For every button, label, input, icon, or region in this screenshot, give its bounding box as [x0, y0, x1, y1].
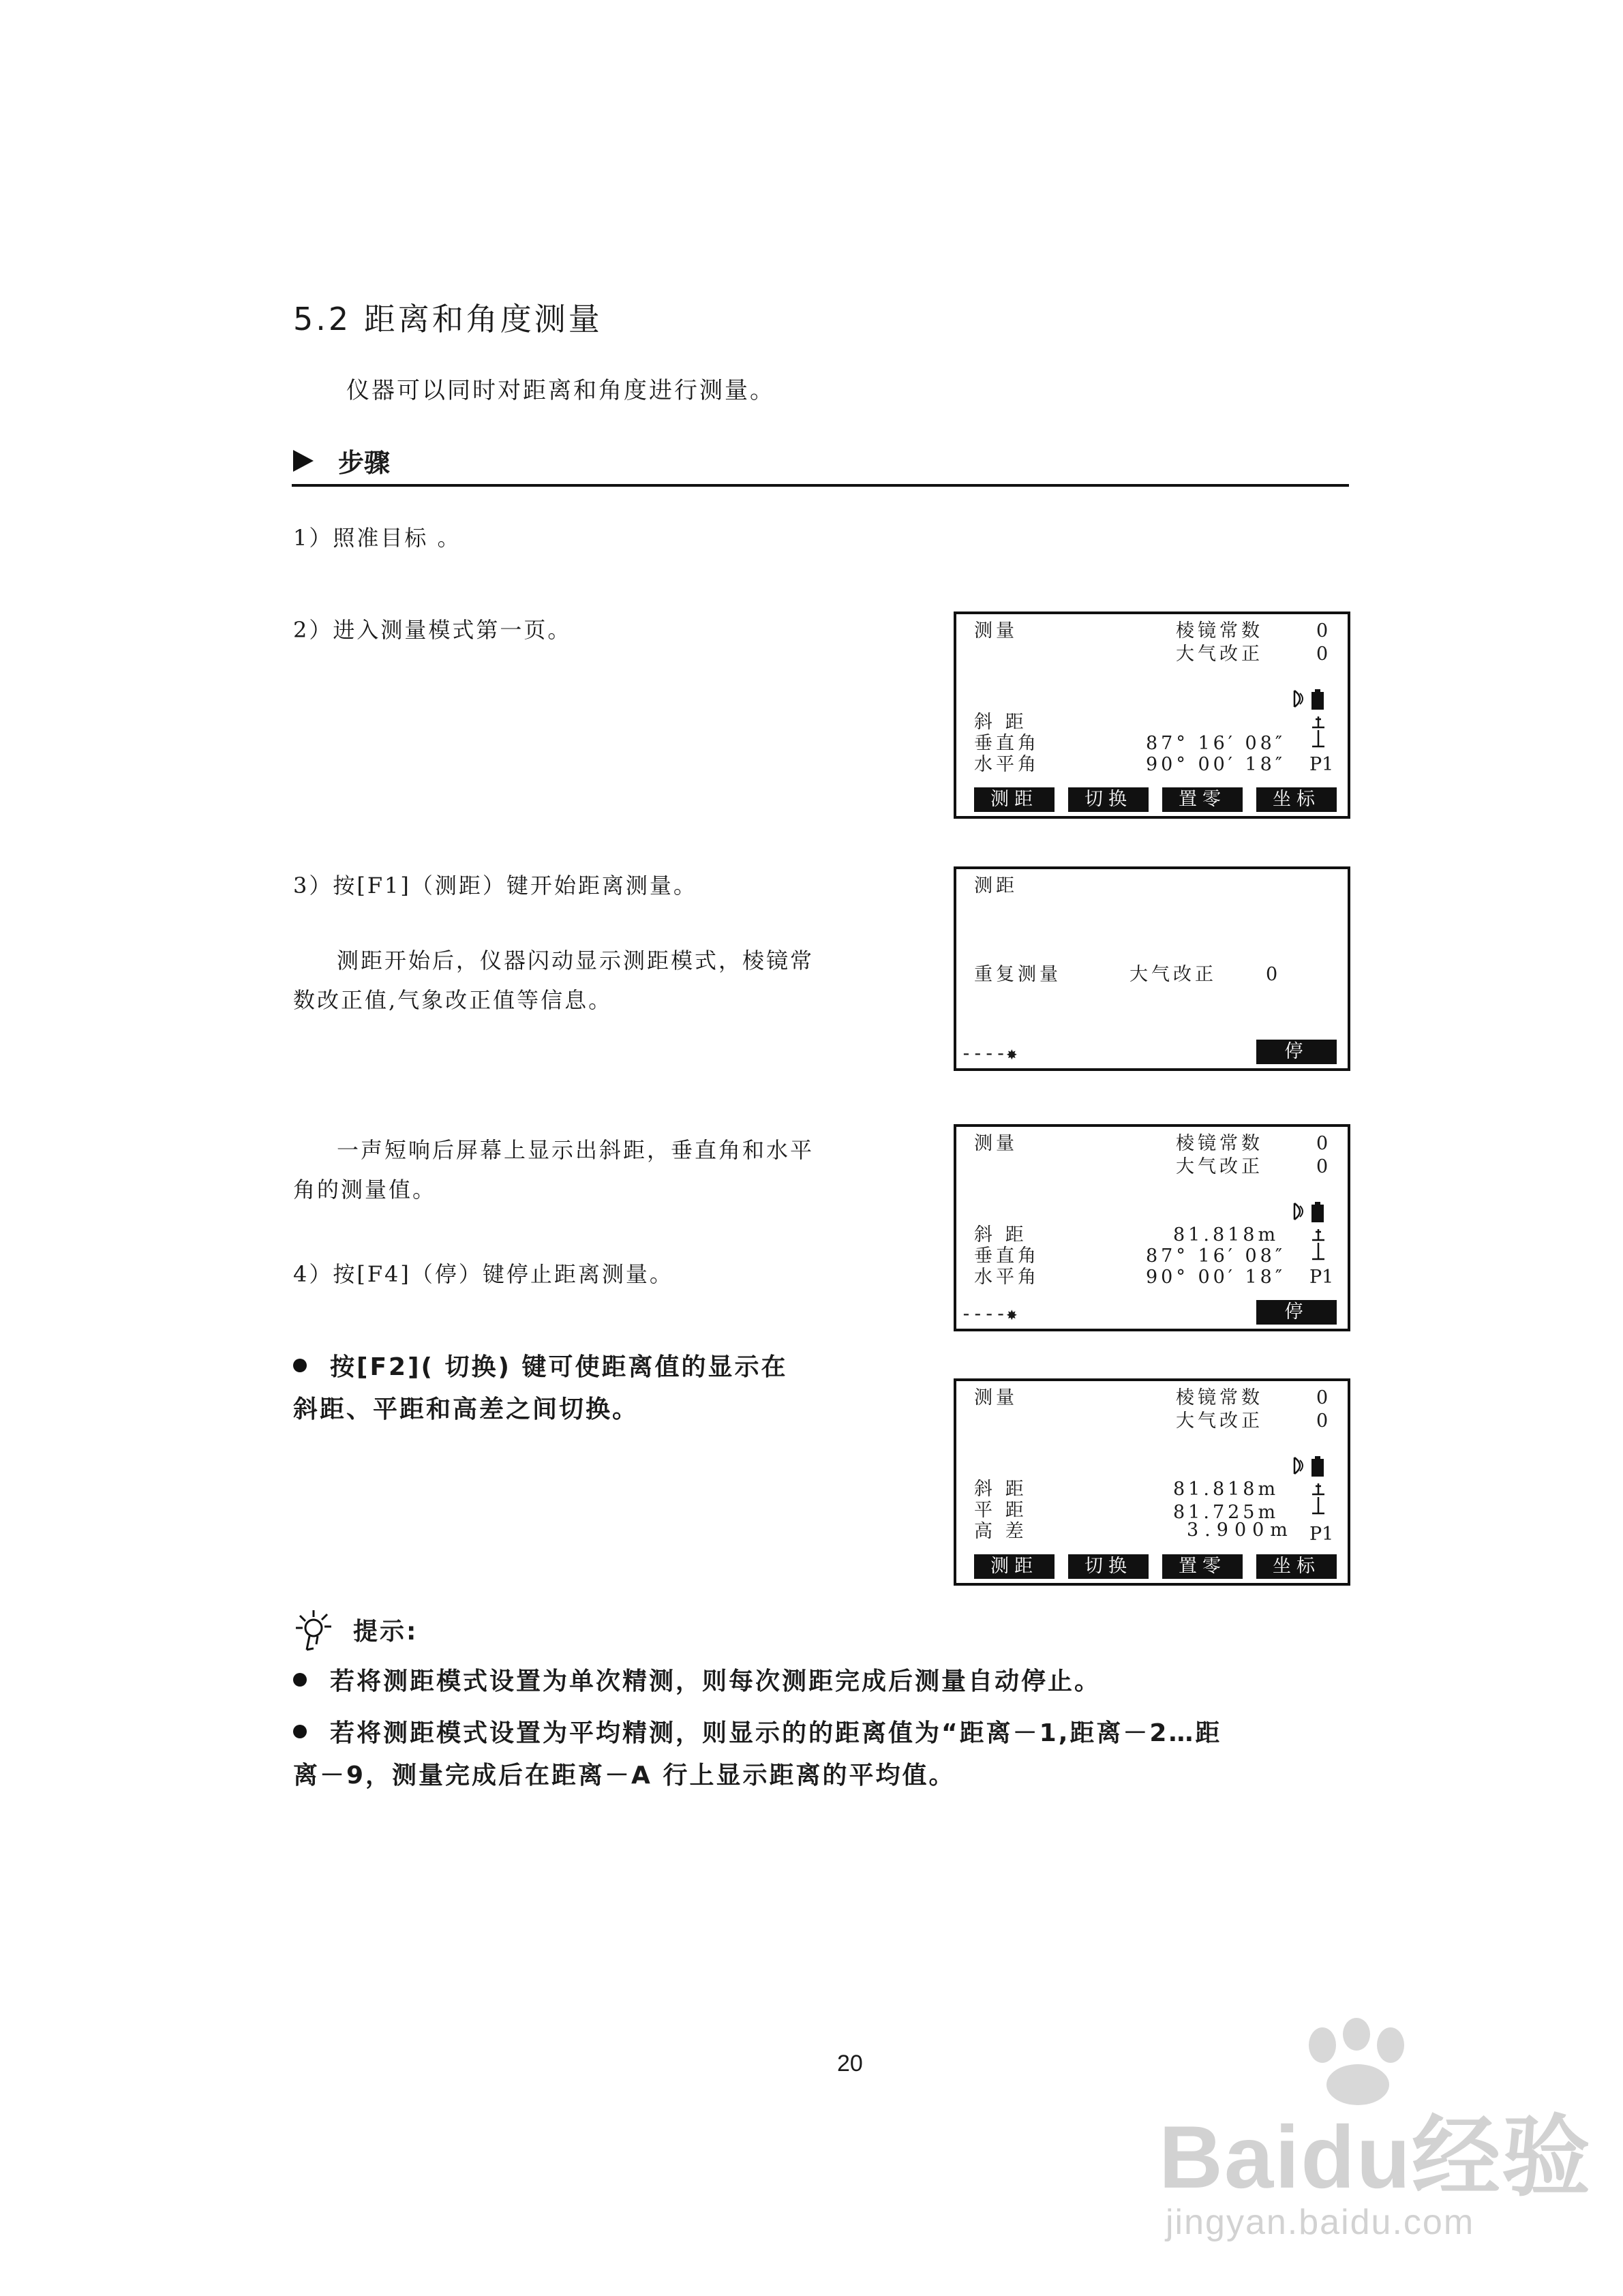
- atm-correction-label: 大气改正: [1129, 964, 1217, 985]
- atm-correction-value: 0: [1316, 1156, 1332, 1177]
- triangle-bullet-icon: [293, 450, 314, 472]
- softkey-f3[interactable]: 置零: [1162, 787, 1243, 812]
- step-3: 3）按[F1]（测距）键开始距离测量。: [293, 873, 697, 898]
- slope-distance-label: 斜 距: [974, 1479, 1027, 1500]
- target-height-icon: [1308, 1482, 1329, 1527]
- heading-divider: [292, 484, 1349, 487]
- horizontal-distance-value: 81.725m: [1173, 1502, 1279, 1523]
- signal-battery-icon: [1292, 1199, 1329, 1224]
- horizontal-angle-label: 水平角: [974, 754, 1040, 775]
- atm-correction-label: 大气改正: [1176, 644, 1263, 665]
- vertical-angle-label: 垂直角: [974, 733, 1040, 754]
- tip-header: [293, 1609, 418, 1655]
- softkey-f2[interactable]: 切换: [1068, 787, 1149, 812]
- tip-title: 提示:: [353, 1618, 419, 1646]
- lcd-screen-measure-result: [954, 1124, 1350, 1331]
- prism-constant-label: 棱镜常数: [1176, 1133, 1263, 1154]
- softkey-f4-stop[interactable]: 停: [1256, 1040, 1337, 1064]
- watermark-url: jingyan.baidu.com: [1166, 2203, 1475, 2242]
- softkey-f2[interactable]: [1068, 1040, 1149, 1064]
- ranging-indicator: ----✸: [960, 1042, 1018, 1064]
- vertical-angle-value: 87° 16′ 08″: [1146, 733, 1286, 754]
- softkey-f3[interactable]: [1162, 1300, 1243, 1325]
- atm-correction-label: 大气改正: [1176, 1156, 1263, 1177]
- atm-correction-label: 大气改正: [1176, 1410, 1263, 1432]
- softkey-f3[interactable]: [1162, 1040, 1243, 1064]
- softkey-f1[interactable]: 测距: [974, 787, 1055, 812]
- softkey-bar: [974, 1040, 1337, 1064]
- signal-battery-icon: [1292, 1453, 1329, 1478]
- softkey-bar: [974, 787, 1337, 812]
- atm-correction-value: 0: [1316, 644, 1332, 665]
- switch-note-line2: 斜距、平距和高差之间切换。: [293, 1395, 639, 1423]
- softkey-f4-stop[interactable]: 停: [1256, 1300, 1337, 1325]
- bullet-icon: [293, 1673, 307, 1687]
- slope-distance-value: 81.818m: [1173, 1479, 1279, 1500]
- beep-note: [293, 1130, 814, 1209]
- softkey-bar: [974, 1300, 1337, 1325]
- screen-mode-title: 测量: [974, 620, 1018, 641]
- atm-correction-value: 0: [1316, 1410, 1332, 1432]
- height-difference-value: 3.900m: [1187, 1520, 1294, 1541]
- repeat-measure-label: 重复测量: [974, 964, 1061, 985]
- horizontal-angle-label: 水平角: [974, 1267, 1040, 1288]
- horizontal-angle-value: 90° 00′ 18″: [1146, 754, 1286, 775]
- slope-distance-label: 斜 距: [974, 1224, 1027, 1245]
- slope-distance-label: 斜 距: [974, 712, 1027, 733]
- prism-constant-value: 0: [1316, 1133, 1332, 1154]
- softkey-f1[interactable]: 测距: [974, 1554, 1055, 1579]
- switch-note-line1: 按[F2]( 切换) 键可使距离值的显示在: [330, 1353, 788, 1381]
- lightbulb-tip-icon: [293, 1609, 342, 1655]
- steps-heading: [293, 442, 390, 479]
- step-1: 1）照准目标 。: [293, 525, 461, 551]
- signal-battery-icon: [1292, 686, 1329, 711]
- lcd-screen-ranging: [954, 866, 1350, 1071]
- softkey-f1[interactable]: [974, 1300, 1055, 1325]
- prism-constant-value: 0: [1316, 1387, 1332, 1408]
- page-indicator: P1: [1309, 754, 1334, 775]
- beep-note-line2: 角的测量值。: [293, 1177, 437, 1203]
- bullet-icon: [293, 1359, 307, 1372]
- page-indicator: P1: [1309, 1267, 1334, 1288]
- lcd-screen-measure-mode: [954, 611, 1350, 819]
- step-3-note-line2: 数改正值,气象改正值等信息。: [293, 987, 613, 1013]
- vertical-angle-value: 87° 16′ 08″: [1146, 1245, 1286, 1267]
- step-2: 2）进入测量模式第一页。: [293, 617, 572, 643]
- softkey-f1[interactable]: [974, 1040, 1055, 1064]
- prism-constant-label: 棱镜常数: [1176, 620, 1263, 641]
- softkey-f2[interactable]: [1068, 1300, 1149, 1325]
- vertical-angle-label: 垂直角: [974, 1245, 1040, 1267]
- softkey-f4[interactable]: 坐标: [1256, 787, 1337, 812]
- step-3-note-line1: 测距开始后，仪器闪动显示测距模式，棱镜常: [337, 948, 815, 973]
- prism-constant-label: 棱镜常数: [1176, 1387, 1263, 1408]
- softkey-f2[interactable]: 切换: [1068, 1554, 1149, 1579]
- prism-constant-value: 0: [1316, 620, 1332, 641]
- softkey-f3[interactable]: 置零: [1162, 1554, 1243, 1579]
- switch-note: [293, 1346, 788, 1431]
- lcd-screen-distance-switch: [954, 1378, 1350, 1586]
- tip-1-text: 若将测距模式设置为单次精测，则每次测距完成后测量自动停止。: [330, 1667, 1102, 1695]
- page-indicator: P1: [1309, 1524, 1334, 1545]
- height-difference-label: 高 差: [974, 1521, 1027, 1542]
- intro-text: 仪器可以同时对距离和角度进行测量。: [346, 377, 775, 404]
- slope-distance-value: 81.818m: [1173, 1224, 1279, 1245]
- page-number: 20: [837, 2051, 863, 2076]
- tip-2-line1: 若将测距模式设置为平均精测，则显示的的距离值为“距离－1,距离－2…距: [330, 1719, 1222, 1747]
- tip-2-line2: 离－9，测量完成后在距离－A 行上显示距离的平均值。: [293, 1762, 956, 1789]
- screen-mode-title: 测量: [974, 1387, 1018, 1408]
- bullet-icon: [293, 1725, 307, 1738]
- horizontal-distance-label: 平 距: [974, 1500, 1027, 1521]
- steps-heading-label: 步骤: [338, 448, 391, 478]
- softkey-bar: [974, 1554, 1337, 1579]
- tip-2: [293, 1712, 1222, 1797]
- ranging-indicator: ----✸: [960, 1302, 1018, 1325]
- horizontal-angle-value: 90° 00′ 18″: [1146, 1267, 1286, 1288]
- watermark-brand: Baidu经验: [1159, 2107, 1592, 2207]
- step-3-note: [293, 941, 814, 1020]
- step-4: 4）按[F4]（停）键停止距离测量。: [293, 1261, 673, 1287]
- atm-correction-value: 0: [1266, 964, 1281, 985]
- tip-1: [293, 1661, 1101, 1703]
- screen-mode-title: 测量: [974, 1133, 1018, 1154]
- section-title: 5.2 距离和角度测量: [293, 301, 603, 337]
- beep-note-line1: 一声短响后屏幕上显示出斜距，垂直角和水平: [337, 1137, 815, 1163]
- screen-mode-title: 测距: [974, 875, 1018, 896]
- softkey-f4[interactable]: 坐标: [1256, 1554, 1337, 1579]
- flash-star-icon: ✸: [1006, 1044, 1018, 1064]
- flash-star-icon: ✸: [1006, 1304, 1018, 1325]
